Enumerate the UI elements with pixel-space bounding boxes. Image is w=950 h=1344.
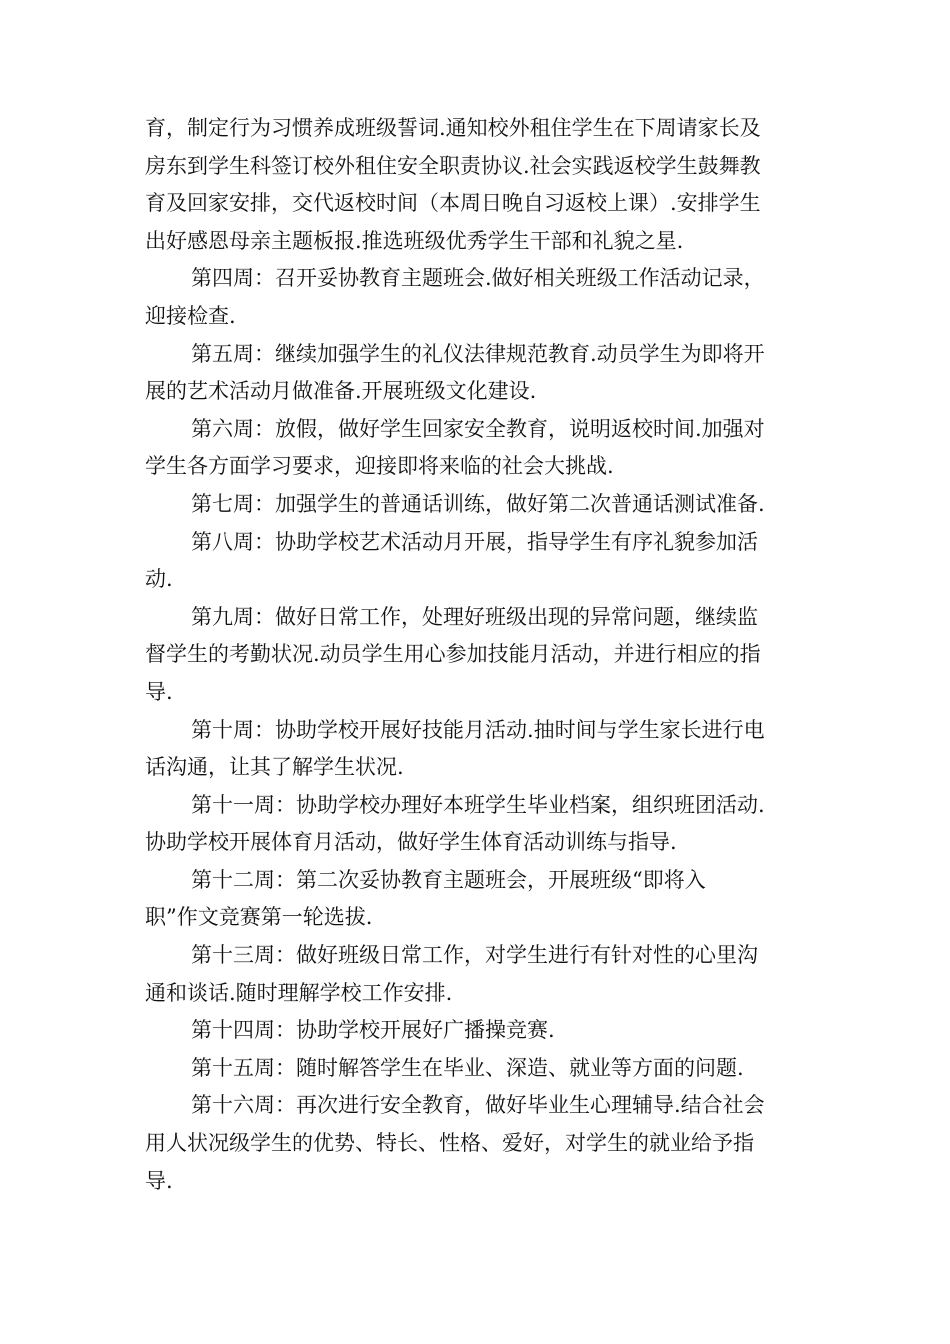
text-line: 房东到学生科签订校外租住安全职责协议.社会实践返校学生鼓舞教 [145,153,761,178]
paragraph-week-8 [145,524,810,599]
text-line: 职”作文竞赛第一轮选拔. [145,905,373,930]
text-line: 第八周：协助学校艺术活动月开展，指导学生有序礼貌参加活 [191,529,758,554]
text-line: 第十六周：再次进行安全教育，做好毕业生心理辅导.结合社会 [191,1093,765,1118]
text-line: 动. [145,567,173,592]
text-line: 第十一周：协助学校办理好本班学生毕业档案，组织班团活动. [191,792,765,817]
text-line: 育，制定行为习惯养成班级誓词.通知校外租住学生在下周请家长及 [145,116,761,140]
text-line: 第五周：继续加强学生的礼仪法律规范教育.动员学生为即将开 [191,341,765,366]
paragraph-week-9 [145,599,810,712]
text-line: 第六周：放假，做好学生回家安全教育，说明返校时间.加强对 [191,416,765,441]
paragraph-week-10 [145,712,810,787]
text-line: 督学生的考勤状况.动员学生用心参加技能月活动，并进行相应的指 [145,642,761,667]
text-line: 第十四周：协助学校开展好广播操竞赛. [191,1018,555,1043]
text-line: 第十周：协助学校开展好技能月活动.抽时间与学生家长进行电 [191,717,765,742]
text-line: 第十三周：做好班级日常工作，对学生进行有针对性的心里沟 [191,943,758,968]
paragraph-week-15 [145,1050,810,1088]
paragraph-week-14 [145,1012,810,1050]
text-line: 第十五周：随时解答学生在毕业、深造、就业等方面的问题. [191,1055,744,1080]
text-line: 育及回家安排，交代返校时间（本周日晚自习返校上课）.安排学生 [145,191,761,216]
paragraph-week-5 [145,336,810,411]
text-line: 导. [145,1168,173,1193]
text-line: 通和谈话.随时理解学校工作安排. [145,980,453,1005]
paragraph-week-12 [145,862,810,937]
paragraph-week-13 [145,937,810,1012]
paragraph-week-11 [145,787,810,862]
paragraph-week-16 [145,1087,810,1200]
text-line: 协助学校开展体育月活动，做好学生体育活动训练与指导. [145,830,677,855]
text-line: 迎接检查. [145,303,236,328]
text-line: 第七周：加强学生的普通话训练，做好第二次普通话测试准备. [191,491,765,516]
text-line: 用人状况级学生的优势、特长、性格、爱好，对学生的就业给予指 [145,1131,754,1156]
text-line: 导. [145,679,173,704]
paragraph-week-6 [145,411,810,486]
document-page [145,110,810,1200]
text-line: 第九周：做好日常工作，处理好班级出现的异常问题，继续监 [191,604,758,629]
paragraph-week-7 [145,486,810,524]
text-line: 话沟通，让其了解学生状况. [145,755,404,780]
text-line: 第四周：召开妥协教育主题班会.做好相关班级工作活动记录， [191,266,765,291]
text-line: 学生各方面学习要求，迎接即将来临的社会大挑战. [145,454,614,479]
paragraph-week-4 [145,260,810,335]
text-line: 展的艺术活动月做准备.开展班级文化建设. [145,379,537,404]
text-line: 出好感恩母亲主题板报.推选班级优秀学生干部和礼貌之星. [145,228,684,253]
paragraph-continuation [145,110,810,260]
text-line: 第十二周：第二次妥协教育主题班会，开展班级“即将入 [191,867,706,892]
